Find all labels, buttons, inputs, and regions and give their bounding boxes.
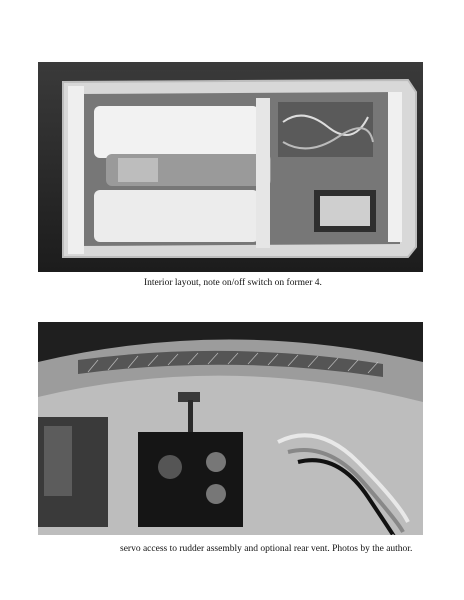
interior-layout-photo [38, 62, 423, 272]
servo-rudder-photo [38, 322, 423, 535]
servo-rudder-image [38, 322, 423, 535]
caption-servo-access: servo access to rudder assembly and optional rear vent. Photos by the author. [120, 544, 413, 554]
interior-layout-image [38, 62, 423, 272]
caption-interior-layout: Interior layout, note on/off switch on former 4. [144, 278, 322, 288]
